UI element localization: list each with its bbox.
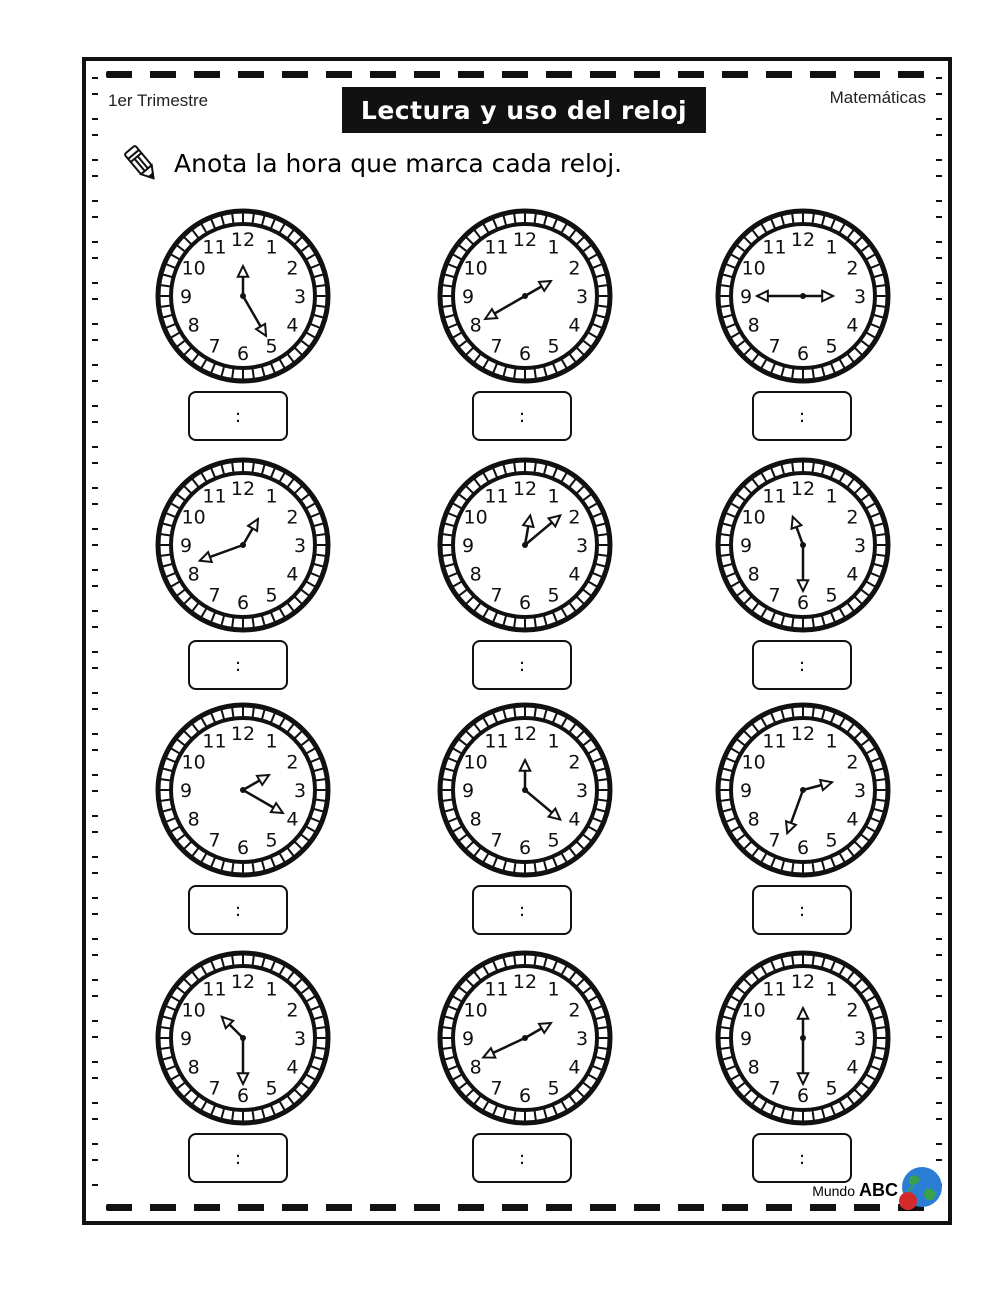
time-separator: : bbox=[518, 1147, 526, 1169]
clock-number: 1 bbox=[547, 730, 560, 753]
clock-number: 9 bbox=[461, 780, 475, 802]
worksheet-frame bbox=[82, 57, 952, 1225]
clock-number: 3 bbox=[293, 535, 307, 557]
dashed-border-bottom bbox=[106, 1204, 928, 1211]
time-separator: : bbox=[234, 405, 242, 427]
clock-number: 7 bbox=[490, 335, 503, 358]
clock-number: 12 bbox=[790, 723, 816, 745]
clock-number: 5 bbox=[265, 335, 278, 358]
clock-number: 1 bbox=[265, 730, 278, 753]
clock-number: 10 bbox=[741, 751, 766, 774]
instruction-row bbox=[120, 141, 622, 185]
time-answer-box[interactable] bbox=[752, 1133, 852, 1183]
clock-number: 9 bbox=[739, 780, 753, 802]
clock-number: 10 bbox=[181, 257, 206, 280]
clock-number: 11 bbox=[484, 978, 509, 1001]
clock-number: 12 bbox=[512, 229, 538, 251]
clock-number: 8 bbox=[187, 563, 200, 586]
clock-number: 1 bbox=[825, 978, 838, 1001]
clock-number: 3 bbox=[575, 780, 589, 802]
clock-number: 9 bbox=[179, 535, 193, 557]
time-separator: : bbox=[234, 1147, 242, 1169]
clock-number: 2 bbox=[846, 751, 859, 774]
time-answer-box[interactable] bbox=[188, 391, 288, 441]
clock-number: 5 bbox=[547, 829, 560, 852]
clock-number: 12 bbox=[512, 478, 538, 500]
clock-number: 8 bbox=[187, 808, 200, 831]
clock-number: 1 bbox=[547, 978, 560, 1001]
instruction-text: Anota la hora que marca cada reloj. bbox=[174, 148, 623, 178]
clock-number: 3 bbox=[853, 1028, 867, 1050]
clock-number: 6 bbox=[796, 1085, 810, 1107]
clock-number: 10 bbox=[181, 506, 206, 529]
clock-number: 12 bbox=[512, 971, 538, 993]
time-separator: : bbox=[798, 405, 806, 427]
clock-number: 4 bbox=[846, 1056, 859, 1079]
time-separator: : bbox=[518, 654, 526, 676]
clock-number: 12 bbox=[230, 478, 256, 500]
clock-face bbox=[154, 701, 332, 879]
worksheet-title bbox=[342, 87, 706, 133]
clock-number: 2 bbox=[846, 257, 859, 280]
clock-face bbox=[436, 949, 614, 1127]
clock-number: 10 bbox=[741, 506, 766, 529]
clock-number: 5 bbox=[265, 829, 278, 852]
time-answer-box[interactable] bbox=[472, 391, 572, 441]
time-separator: : bbox=[798, 1147, 806, 1169]
clock-face bbox=[714, 456, 892, 634]
clock-number: 5 bbox=[547, 584, 560, 607]
dashed-border-top bbox=[106, 71, 928, 78]
pencil-icon bbox=[120, 141, 164, 185]
clock-number: 3 bbox=[575, 286, 589, 308]
clock-number: 6 bbox=[518, 592, 532, 614]
clock-number: 1 bbox=[547, 485, 560, 508]
clock-number: 3 bbox=[293, 1028, 307, 1050]
time-answer-box[interactable] bbox=[472, 640, 572, 690]
clock-number: 7 bbox=[490, 1077, 503, 1100]
clock-number: 7 bbox=[768, 335, 781, 358]
clock-number: 10 bbox=[741, 257, 766, 280]
time-answer-box[interactable] bbox=[188, 885, 288, 935]
clock-face bbox=[154, 207, 332, 385]
clock-number: 12 bbox=[230, 723, 256, 745]
clock-face bbox=[436, 701, 614, 879]
clock-number: 1 bbox=[265, 236, 278, 259]
clock-face bbox=[436, 456, 614, 634]
dashed-border-left bbox=[92, 71, 98, 1191]
clock-number: 9 bbox=[461, 535, 475, 557]
time-answer-box[interactable] bbox=[472, 1133, 572, 1183]
time-separator: : bbox=[798, 899, 806, 921]
clock-number: 6 bbox=[518, 837, 532, 859]
clock-number: 8 bbox=[469, 808, 482, 831]
clock-number: 4 bbox=[568, 314, 581, 337]
clock-number: 7 bbox=[208, 829, 221, 852]
time-separator: : bbox=[798, 654, 806, 676]
clock-number: 8 bbox=[747, 808, 760, 831]
clock-number: 5 bbox=[825, 335, 838, 358]
clock-number: 2 bbox=[568, 999, 581, 1022]
clock-number: 9 bbox=[461, 286, 475, 308]
clock-number: 8 bbox=[469, 563, 482, 586]
clock-number: 10 bbox=[463, 506, 488, 529]
clock-number: 6 bbox=[796, 343, 810, 365]
clock-number: 11 bbox=[762, 485, 787, 508]
clock-number: 11 bbox=[202, 730, 227, 753]
clock-number: 2 bbox=[286, 999, 299, 1022]
clock-number: 10 bbox=[181, 751, 206, 774]
clock-number: 2 bbox=[846, 999, 859, 1022]
clock-number: 4 bbox=[286, 1056, 299, 1079]
time-answer-box[interactable] bbox=[752, 885, 852, 935]
clock-number: 6 bbox=[236, 343, 250, 365]
clock-number: 4 bbox=[846, 563, 859, 586]
clock-number: 6 bbox=[796, 837, 810, 859]
clock-number: 10 bbox=[181, 999, 206, 1022]
clock-number: 7 bbox=[490, 584, 503, 607]
clock-number: 2 bbox=[286, 751, 299, 774]
clock-number: 7 bbox=[490, 829, 503, 852]
clock-number: 10 bbox=[463, 257, 488, 280]
clock-number: 11 bbox=[762, 236, 787, 259]
clock-number: 3 bbox=[853, 780, 867, 802]
clock-number: 11 bbox=[762, 978, 787, 1001]
clock-number: 7 bbox=[208, 335, 221, 358]
clock-number: 4 bbox=[568, 1056, 581, 1079]
worksheet-title-text: Lectura y uso del reloj bbox=[360, 95, 688, 125]
clock-number: 3 bbox=[293, 780, 307, 802]
clock-number: 12 bbox=[230, 971, 256, 993]
clock-number: 2 bbox=[286, 257, 299, 280]
clock-number: 9 bbox=[739, 286, 753, 308]
dashed-border-right bbox=[936, 71, 942, 1191]
clock-number: 6 bbox=[236, 592, 250, 614]
clock-face bbox=[714, 949, 892, 1127]
clock-number: 5 bbox=[825, 829, 838, 852]
clock-number: 9 bbox=[179, 1028, 193, 1050]
time-separator: : bbox=[518, 405, 526, 427]
clock-number: 11 bbox=[762, 730, 787, 753]
time-separator: : bbox=[518, 899, 526, 921]
clock-number: 3 bbox=[853, 286, 867, 308]
clock-number: 9 bbox=[179, 286, 193, 308]
clock-face bbox=[154, 949, 332, 1127]
clock-number: 1 bbox=[825, 730, 838, 753]
clock-number: 7 bbox=[208, 1077, 221, 1100]
clock-number: 7 bbox=[768, 1077, 781, 1100]
time-answer-box[interactable] bbox=[188, 1133, 288, 1183]
clock-face bbox=[154, 456, 332, 634]
clock-number: 12 bbox=[790, 478, 816, 500]
clock-number: 4 bbox=[286, 563, 299, 586]
clock-number: 4 bbox=[846, 808, 859, 831]
clock-number: 12 bbox=[512, 723, 538, 745]
clock-number: 1 bbox=[265, 485, 278, 508]
clock-number: 11 bbox=[202, 485, 227, 508]
clock-number: 6 bbox=[518, 1085, 532, 1107]
clock-number: 7 bbox=[208, 584, 221, 607]
clock-number: 4 bbox=[286, 314, 299, 337]
clock-number: 8 bbox=[747, 1056, 760, 1079]
clock-number: 11 bbox=[484, 485, 509, 508]
clock-number: 5 bbox=[265, 584, 278, 607]
clock-number: 8 bbox=[187, 1056, 200, 1079]
clock-number: 5 bbox=[825, 1077, 838, 1100]
clock-number: 1 bbox=[547, 236, 560, 259]
clock-number: 1 bbox=[265, 978, 278, 1001]
trimester-label: 1er Trimestre bbox=[108, 91, 209, 110]
clock-number: 10 bbox=[741, 999, 766, 1022]
clock-number: 2 bbox=[568, 751, 581, 774]
clock-number: 5 bbox=[547, 1077, 560, 1100]
clock-face bbox=[714, 207, 892, 385]
time-separator: : bbox=[234, 899, 242, 921]
time-separator: : bbox=[234, 654, 242, 676]
clock-number: 10 bbox=[463, 751, 488, 774]
clock-number: 11 bbox=[202, 236, 227, 259]
clock-number: 1 bbox=[825, 236, 838, 259]
clock-number: 5 bbox=[265, 1077, 278, 1100]
clock-number: 6 bbox=[518, 343, 532, 365]
time-answer-box[interactable] bbox=[752, 640, 852, 690]
clock-number: 3 bbox=[575, 535, 589, 557]
time-answer-box[interactable] bbox=[188, 640, 288, 690]
clock-number: 12 bbox=[790, 971, 816, 993]
clock-number: 9 bbox=[461, 1028, 475, 1050]
clock-number: 11 bbox=[484, 236, 509, 259]
clock-number: 8 bbox=[469, 1056, 482, 1079]
clock-number: 11 bbox=[202, 978, 227, 1001]
clock-number: 6 bbox=[796, 592, 810, 614]
clock-number: 12 bbox=[230, 229, 256, 251]
clock-number: 8 bbox=[747, 563, 760, 586]
clock-face bbox=[714, 701, 892, 879]
clock-face bbox=[436, 207, 614, 385]
brand-footer bbox=[812, 1180, 898, 1201]
clock-number: 9 bbox=[739, 535, 753, 557]
clock-number: 12 bbox=[790, 229, 816, 251]
clock-number: 4 bbox=[568, 808, 581, 831]
clock-number: 2 bbox=[568, 257, 581, 280]
clock-number: 11 bbox=[484, 730, 509, 753]
clock-number: 3 bbox=[293, 286, 307, 308]
clock-number: 5 bbox=[547, 335, 560, 358]
clock-number: 8 bbox=[747, 314, 760, 337]
time-answer-box[interactable] bbox=[752, 391, 852, 441]
clock-number: 3 bbox=[853, 535, 867, 557]
clock-number: 9 bbox=[739, 1028, 753, 1050]
clock-number: 5 bbox=[825, 584, 838, 607]
brand-name: ABC bbox=[859, 1180, 898, 1200]
clock-number: 10 bbox=[463, 999, 488, 1022]
clock-number: 6 bbox=[236, 1085, 250, 1107]
clock-number: 4 bbox=[568, 563, 581, 586]
clock-number: 7 bbox=[768, 584, 781, 607]
clock-number: 1 bbox=[825, 485, 838, 508]
clock-number: 2 bbox=[286, 506, 299, 529]
clock-number: 4 bbox=[846, 314, 859, 337]
clock-number: 2 bbox=[846, 506, 859, 529]
clock-number: 6 bbox=[236, 837, 250, 859]
clock-number: 2 bbox=[568, 506, 581, 529]
subject-label: Matemáticas bbox=[829, 88, 926, 107]
clock-number: 3 bbox=[575, 1028, 589, 1050]
clock-number: 9 bbox=[179, 780, 193, 802]
clock-number: 4 bbox=[286, 808, 299, 831]
clock-number: 8 bbox=[187, 314, 200, 337]
globe-logo-icon bbox=[894, 1163, 946, 1215]
brand-prefix: Mundo bbox=[812, 1183, 855, 1199]
clock-number: 7 bbox=[768, 829, 781, 852]
time-answer-box[interactable] bbox=[472, 885, 572, 935]
clock-number: 8 bbox=[469, 314, 482, 337]
